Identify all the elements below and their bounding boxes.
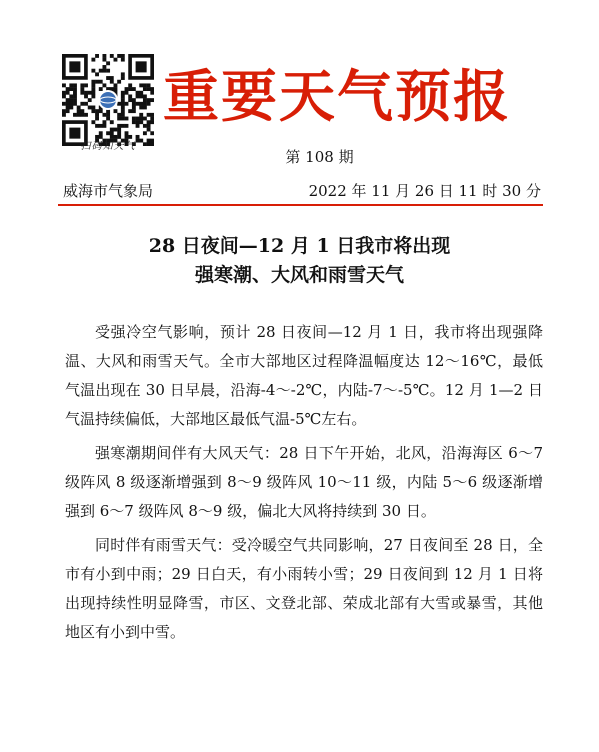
headline-line-2: 强寒潮、大风和雨雪天气 — [194, 264, 404, 286]
headline-line-1: 28 日夜间—12 月 1 日我市将出现 — [148, 235, 451, 257]
masthead-title: 重要天气预报 — [163, 65, 511, 130]
paragraph-wind: 强寒潮期间伴有大风天气：28 日下午开始，北风，沿海海区 6～7 级阵风 8 级逐渐增强到 8～9 级阵风 10～11 级，内陆 5～6 级逐渐增强到 6～7 级阵风 8～9 级，偏北大风将持续到 30 日。 — [65, 444, 543, 520]
issue-datetime: 2022 年 11 月 26 日 11 时 30 分 — [308, 182, 541, 200]
body-text — [65, 318, 543, 652]
header-divider — [58, 204, 543, 206]
qr-caption: 扫码知天气 — [80, 141, 136, 152]
qr-code-graphic — [62, 54, 154, 146]
meta-row — [63, 180, 541, 202]
headline — [40, 232, 559, 290]
issue-number-text: 第 108 期 — [285, 148, 354, 166]
paragraph-precipitation: 同时伴有雨雪天气：受冷暖空气共同影响，27 日夜间至 28 日，全市有小到中雨；29 日白天，有小雨转小雪；29 日夜间到 12 月 1 日将出现持续性明显降雪，市区、文登北部、荣成北部有大雪或暴雪，其他地区有小到中雪。 — [65, 536, 543, 641]
issuing-organization: 威海市气象局 — [63, 182, 154, 200]
issue-number — [0, 146, 599, 167]
paragraph-temperature: 受强冷空气影响，预计 28 日夜间—12 月 1 日，我市将出现强降温、大风和雨雪天气。全市大部地区过程降温幅度达 12～16℃，最低气温出现在 30 日早晨，沿海-4～-2℃，内陆-7～-5℃。12 月 1—2 日气温持续偏低，大部地区最低气温-5℃左右。 — [65, 323, 543, 428]
qr-code-icon[interactable] — [62, 54, 154, 146]
